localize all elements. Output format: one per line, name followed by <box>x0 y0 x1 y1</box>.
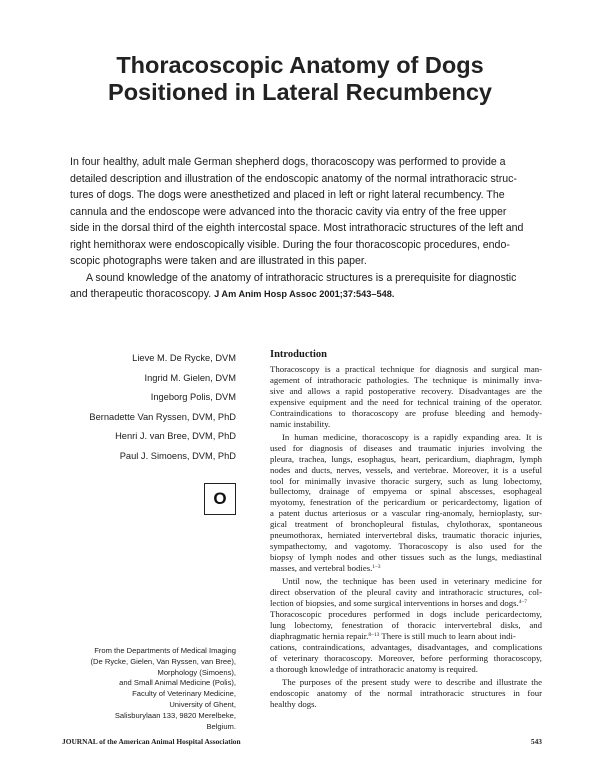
author-name: Paul J. Simoens, DVM, PhD <box>119 450 236 461</box>
body-column <box>270 348 542 710</box>
author-name: Lieve M. De Rycke, DVM <box>132 353 236 363</box>
body-line: Thoracoscopy is a practical technique for diagnosis and surgical man- <box>270 364 542 374</box>
title-line-1: Thoracoscopic Anatomy of Dogs <box>116 52 484 78</box>
body-line: used for diagnosis of diseases and traumatic injuries involving the <box>270 442 542 453</box>
abstract-line: tures of dogs. The dogs were anesthetized and placed in left or right lateral recumbency. The <box>70 189 505 201</box>
journal-footer: JOURNAL of the American Animal Hospital Association <box>62 737 241 746</box>
affiliation-line: Faculty of Veterinary Medicine, <box>132 689 236 699</box>
body-line: sive and allows a rapid postoperative recovery. Disadvantages are the <box>270 385 542 396</box>
article-type-badge: O <box>204 483 236 515</box>
body-line: namic instability. <box>270 418 331 429</box>
paragraph <box>270 576 542 675</box>
abstract <box>70 154 532 303</box>
affiliation-line: Morphology (Simoens), <box>157 667 236 677</box>
abstract-line: A sound knowledge of the anatomy of intrathoracic structures is a prerequisite for diagnostic <box>86 271 517 284</box>
author-name: Bernadette Van Ryssen, DVM, PhD <box>89 411 236 422</box>
abstract-line: In four healthy, adult male German shepherd dogs, thoracoscopy was performed to provide a <box>70 156 506 168</box>
body-line: healthy dogs. <box>270 698 317 709</box>
page-number: 543 <box>530 737 542 746</box>
article-title <box>0 52 600 106</box>
body-line: direct observation of the pleural cavity and intrathoracic structures, col- <box>270 587 542 598</box>
abstract-line: right hemithorax were endoscopically visible. During the four thoracoscopic procedures, endo- <box>70 238 510 251</box>
reference-superscript: 8–13 <box>368 631 380 638</box>
body-line: expensive equipment and the need for technical training of the operator. <box>270 396 542 407</box>
body-line: biopsy of lymph nodes and other tissues such as the lungs, mediastinal <box>270 552 542 563</box>
abstract-last-line <box>70 286 532 303</box>
affiliation-line: Salisburylaan 133, 9820 Merelbeke, <box>114 710 236 720</box>
body-line: diaphragmatic hernia repair. <box>270 630 369 641</box>
abstract-line: and therapeutic thoracoscopy. <box>70 288 212 300</box>
body-line: Contraindications to thoracoscopy are profuse bleeding and hemody- <box>270 407 542 418</box>
body-line: Until now, the technique has been used in veterinary medicine for <box>282 576 542 587</box>
body-line: lung lobectomy, fenestration of thoracic intervertebral disks, and <box>270 619 542 630</box>
body-line: pleura, trachea, lungs, esophagus, heart, pericardium, diaphragm, lymph <box>270 453 542 464</box>
title-line-2: Positioned in Lateral Recumbency <box>108 79 492 105</box>
paragraph <box>270 677 542 710</box>
reference-superscript: 4–7 <box>518 599 527 606</box>
affiliation-line: University of Ghent, <box>169 699 236 709</box>
paragraph <box>270 432 542 574</box>
body-line: gical treatment of bronchopleural fistulas, chylothorax, spontaneous <box>270 519 542 530</box>
abstract-line: cannula and the endoscope were advanced into the thoracic cavity via entry of the free upper <box>70 205 507 218</box>
abstract-line: side in the dorsal third of the eighth intercostal space. Most intrathoracic structures of the left and <box>70 222 524 234</box>
body-line-with-ref <box>270 563 542 574</box>
body-line: lection of biopsies, and some surgical interventions in horses and dogs. <box>270 598 519 609</box>
body-line: myotomy, fenestration of the pericardium or pericardectomy, ligation of <box>270 497 542 508</box>
body-line-with-ref <box>270 631 542 642</box>
body-line: cations, contraindications, advantages, disadvantages, and complications <box>270 641 542 652</box>
body-line: a patent ductus arteriosus or a vascular ring-anomaly, hernioplasty, sur- <box>270 508 542 519</box>
author-name: Ingeborg Polis, DVM <box>150 392 236 402</box>
body-line: agement of intrathoracic pathologies. The technique is minimally inva- <box>270 374 542 385</box>
author-name: Henri J. van Bree, DVM, PhD <box>115 431 236 441</box>
journal-citation: J Am Anim Hosp Assoc 2001;37:543–548. <box>214 289 395 299</box>
paragraph <box>270 364 542 430</box>
section-heading: Introduction <box>270 349 327 360</box>
body-line: sympathectomy, and vagotomy. Thoracoscopy is also used for the <box>270 541 542 552</box>
body-line: of veterinary thoracoscopy. Moreover, before performing thoracoscopy, <box>270 652 542 663</box>
affiliation-line: Belgium. <box>206 721 236 731</box>
body-line: bullectomy, drainage of empyema or spinal abscesses, esophageal <box>270 486 542 497</box>
affiliation-line: and Small Animal Medicine (Polis), <box>119 678 236 688</box>
body-line: endoscopic anatomy of the normal intrathoracic structures in four <box>270 687 542 698</box>
affiliation <box>91 646 236 732</box>
body-line: pneumothorax, herniated intervertebral disks, traumatic thoracic injuries, <box>270 530 542 541</box>
abstract-line: detailed description and illustration of the endoscopic anatomy of the normal intrathoracic struc- <box>70 172 517 185</box>
author-list <box>89 349 236 466</box>
affiliation-line: From the Departments of Medical Imaging <box>94 646 236 655</box>
body-line: nodes and ducts, nerves, vessels, and vertebrae. Moreover, it is a useful <box>270 464 542 475</box>
body-line-with-ref <box>270 598 542 609</box>
body-line: The purposes of the present study were to describe and illustrate the <box>282 676 542 687</box>
author-name: Ingrid M. Gielen, DVM <box>144 372 236 383</box>
reference-superscript: 1–3 <box>372 564 381 571</box>
affiliation-line: (De Rycke, Gielen, Van Ryssen, van Bree), <box>90 656 236 666</box>
body-line: There is still much to learn about indi- <box>379 630 516 641</box>
body-line: a thorough knowledge of intrathoracic anatomy is required. <box>270 663 478 674</box>
body-line: Thoracoscopic procedures performed in dogs include pericardectomy, <box>270 608 542 619</box>
abstract-line: scopic photographs were taken and are illustrated in this paper. <box>70 255 367 267</box>
body-line: In human medicine, thoracoscopy is a rapidly expanding area. It is <box>282 431 542 442</box>
body-line: tool for minimally invasive thoracic surgery, such as lung lobectomy, <box>270 475 542 486</box>
body-line: masses, and vertebral bodies. <box>270 563 373 574</box>
